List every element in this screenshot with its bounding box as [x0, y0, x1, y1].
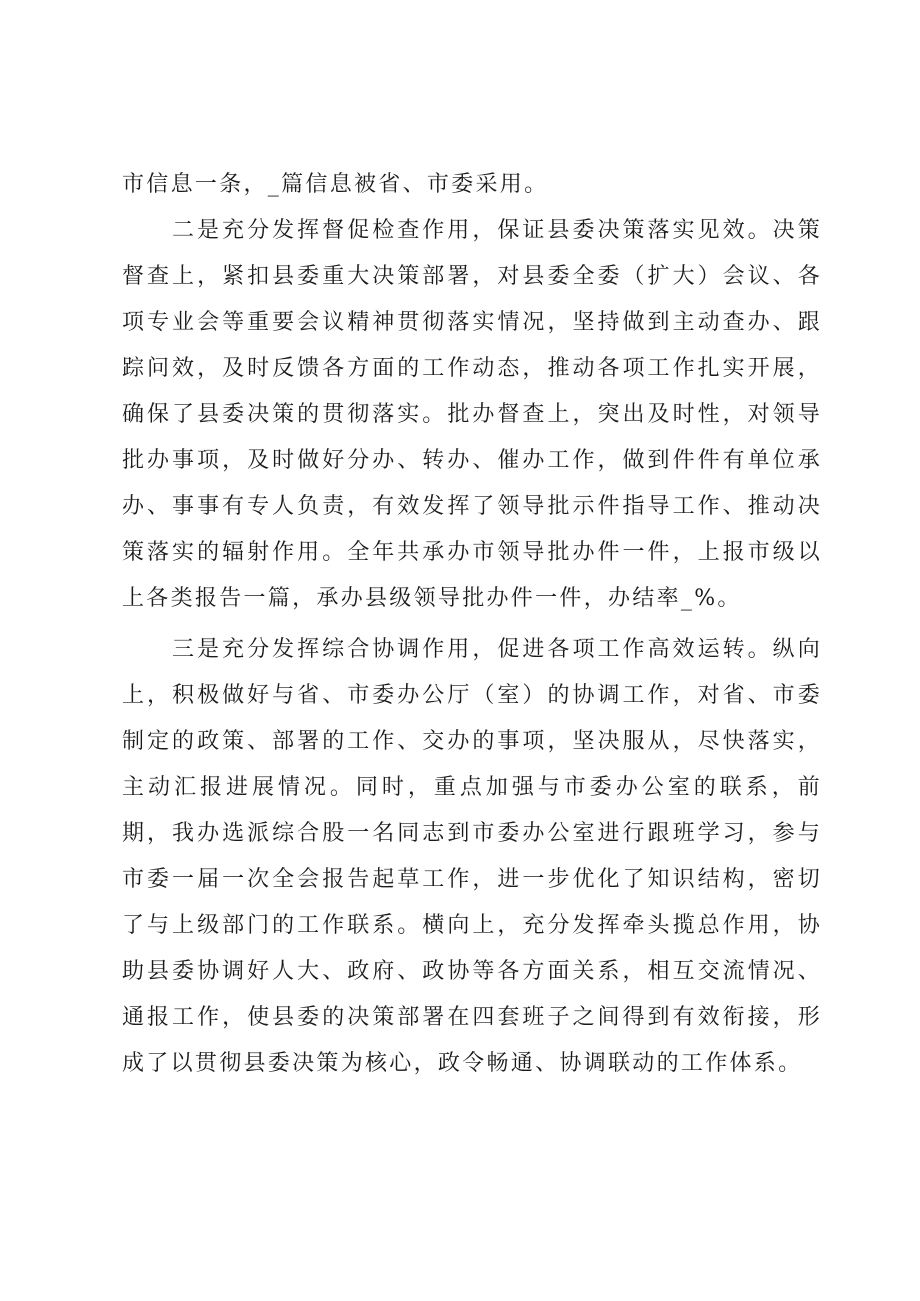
paragraph-coordination: 三是充分发挥综合协调作用，促进各项工作高效运转。纵向上，积极做好与省、市委办公厅（室）的协调工作，对省、市委制定的政策、部署的工作、交办的事项，坚决服从，尽快落实，主动汇报进展情况。同时，重点加强与市委办公室的联系，前期，我办选派综合股一名同志到市委办公室进行跟班学习，参与市委一届一次全会报告起草工作，进一步优化了知识结构，密切了与上级部门的工作联系。横向上，充分发挥牵头揽总作用，协助县委协调好人大、政府、政协等各方面关系，相互交流情况、通报工作，使县委的决策部署在四套班子之间得到有效衔接，形成了以贯彻县委决策为核心，政令畅通、协调联动的工作体系。 [122, 637, 822, 1076]
document-body [122, 162, 822, 1087]
paragraph-supervision: 二是充分发挥督促检查作用，保证县委决策落实见效。决策督查上，紧扣县委重大决策部署，对县委全委（扩大）会议、各项专业会等重要会议精神贯彻落实情况，坚持做到主动查办、跟踪问效，及时反馈各方面的工作动态，推动各项工作扎实开展，确保了县委决策的贯彻落实。批办督查上，突出及时性，对领导批办事项，及时做好分办、转办、催办工作，做到件件有单位承办、事事有专人负责，有效发挥了领导批示件指导工作、推动决策落实的辐射作用。全年共承办市领导批办件一件，上报市级以上各类报告一篇，承办县级领导批办件一件，办结率_%。 [122, 218, 822, 611]
paragraph-continuation: 市信息一条，_篇信息被省、市委采用。 [122, 172, 549, 197]
